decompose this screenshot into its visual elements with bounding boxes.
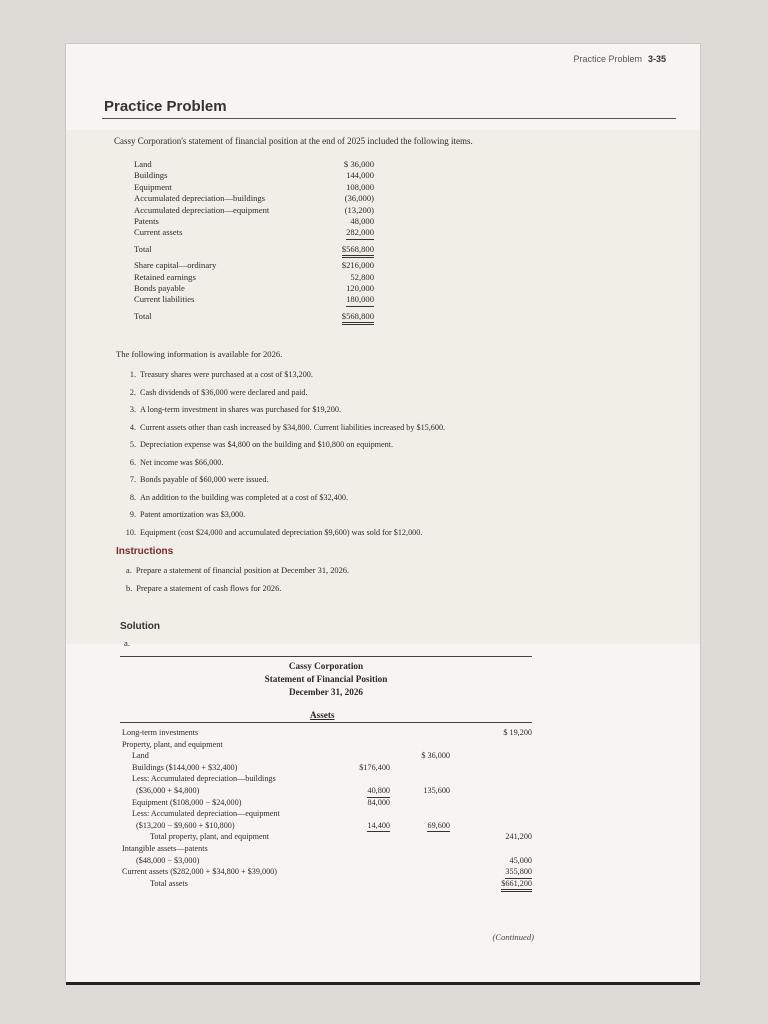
balance-label: Total — [134, 243, 152, 254]
balance-row — [134, 182, 374, 193]
page-bottom-edge — [66, 982, 700, 985]
balance-row — [134, 170, 374, 181]
amount-c1: 84,000 — [367, 797, 390, 807]
running-header — [573, 54, 666, 64]
textbook-page — [66, 44, 700, 982]
list-item — [124, 384, 445, 402]
item-number: 9. — [129, 510, 136, 519]
amount-c3: 241,200 — [505, 832, 532, 842]
balance-row — [134, 227, 374, 238]
row-label: Land — [132, 751, 149, 761]
balance-label: Patents — [134, 215, 159, 226]
instructions-list — [126, 562, 349, 598]
instruction-text: Prepare a statement of financial position at December 31, 2026. — [135, 566, 350, 575]
instruction-item — [126, 580, 349, 598]
amount-c3: $ 19,200 — [503, 728, 532, 737]
balance-amount: 180,000 — [346, 294, 374, 306]
item-number: 7. — [129, 475, 136, 484]
balance-amount: 282,000 — [346, 227, 374, 239]
amount-c1: $176,400 — [359, 762, 390, 772]
amount-c3: $661,200 — [501, 878, 532, 893]
solution-heading: Solution — [120, 621, 160, 632]
amount-c2: $ 36,000 — [421, 751, 450, 761]
balance-row — [134, 283, 374, 294]
balance-list-2025 — [134, 159, 374, 322]
table-row — [66, 855, 700, 867]
item-number: 3. — [129, 405, 136, 414]
item-number: 8. — [129, 492, 136, 502]
item-number: 5. — [129, 440, 136, 449]
solution-rule-assets — [120, 722, 532, 723]
balance-label: Bonds payable — [134, 282, 185, 293]
financial-position-table — [66, 727, 700, 889]
balance-amount: 52,800 — [350, 271, 374, 282]
balance-label: Retained earnings — [134, 271, 196, 282]
item-number: 10. — [125, 527, 136, 537]
balance-label: Accumulated depreciation—buildings — [134, 193, 266, 204]
running-title: Practice Problem — [573, 54, 642, 64]
balance-amount: (13,200) — [344, 204, 374, 215]
problem-intro: Cassy Corporation's statement of financial position at the end of 2025 included the following items. — [114, 136, 473, 146]
balance-amount: 108,000 — [346, 181, 374, 192]
balance-label: Accumulated depreciation—equipment — [134, 204, 270, 215]
item-text: Depreciation expense was $4,800 on the building and $10,800 on equipment. — [140, 440, 394, 449]
balance-amount: 144,000 — [346, 170, 374, 181]
row-label: Equipment ($108,000 − $24,000) — [132, 797, 242, 807]
balance-label: Buildings — [134, 170, 168, 181]
page-number: 3-35 — [647, 54, 666, 64]
table-row — [66, 762, 700, 774]
balance-amount: $ 36,000 — [343, 159, 374, 169]
item-text: An addition to the building was completed at a cost of $32,400. — [140, 492, 349, 502]
item-text: Treasury shares were purchased at a cost of $13,200. — [140, 370, 313, 379]
item-text: Patent amortization was $3,000. — [140, 510, 246, 519]
balance-row — [134, 205, 374, 216]
instructions-heading: Instructions — [116, 546, 174, 557]
balance-label: Share capital—ordinary — [134, 260, 217, 271]
table-row — [66, 727, 700, 739]
balance-row — [134, 159, 374, 170]
amount-c1: 40,800 — [367, 785, 390, 798]
table-row — [66, 843, 700, 855]
instruction-item — [126, 562, 349, 580]
balance-amount: $216,000 — [341, 260, 374, 271]
balance-amount: $568,800 — [342, 311, 374, 325]
list-item — [124, 366, 445, 384]
row-label: Less: Accumulated depreciation—equipment — [132, 809, 280, 819]
list-item — [124, 401, 445, 419]
statement-name: Statement of Financial Position — [264, 674, 388, 684]
table-row — [66, 820, 700, 832]
row-label: ($48,000 − $3,000) — [136, 855, 200, 865]
instruction-letter: b. — [126, 584, 133, 593]
balance-row — [134, 311, 374, 322]
amount-c1: 14,400 — [367, 820, 390, 833]
solution-part-label: a. — [124, 638, 130, 648]
table-row — [66, 750, 700, 762]
row-label: Intangible assets—patents — [122, 843, 208, 853]
row-label: Total property, plant, and equipment — [150, 832, 269, 842]
balance-row — [134, 294, 374, 305]
table-row — [66, 878, 700, 890]
item-number: 1. — [129, 370, 136, 379]
table-row — [66, 785, 700, 797]
page-title: Practice Problem — [104, 98, 227, 115]
item-text: A long-term investment in shares was purchased for $19,200. — [140, 405, 342, 414]
list-item — [124, 489, 445, 507]
balance-amount: 48,000 — [350, 215, 374, 226]
list-item — [124, 419, 445, 437]
list-item — [124, 436, 445, 454]
item-number: 2. — [129, 387, 136, 397]
balance-amount: $568,800 — [342, 244, 374, 258]
balance-amount: 120,000 — [346, 282, 374, 293]
instruction-text: Prepare a statement of cash flows for 2026. — [136, 584, 282, 593]
list-item — [124, 454, 445, 472]
table-row — [66, 773, 700, 785]
table-row — [66, 866, 700, 878]
row-label: Less: Accumulated depreciation—buildings — [132, 774, 276, 784]
amount-c3: 45,000 — [509, 855, 532, 865]
item-number: 6. — [129, 457, 136, 467]
row-label: ($36,000 + $4,800) — [136, 785, 200, 795]
amount-c3: 355,800 — [505, 866, 532, 879]
row-label: Property, plant, and equipment — [122, 739, 223, 749]
table-row — [66, 797, 700, 809]
balance-row — [134, 244, 374, 255]
row-label: ($13,200 − $9,600 + $10,800) — [136, 820, 235, 830]
balance-amount: (36,000) — [344, 193, 374, 204]
company-name: Cassy Corporation — [288, 661, 364, 671]
balance-row — [134, 260, 374, 271]
title-rule — [102, 118, 676, 119]
statement-date: December 31, 2026 — [288, 687, 364, 697]
row-label: Total assets — [150, 878, 188, 888]
item-text: Cash dividends of $36,000 were declared and paid. — [140, 387, 308, 397]
table-row — [66, 831, 700, 843]
list-item — [124, 524, 445, 542]
item-text: Current assets other than cash increased by $34,800. Current liabilities increased by $15,600. — [140, 422, 446, 432]
item-text: Bonds payable of $60,000 were issued. — [140, 475, 269, 484]
row-label: Buildings ($144,000 + $32,400) — [132, 762, 238, 772]
list-item — [124, 506, 445, 524]
assets-heading: Assets — [310, 710, 335, 720]
continued-note: (Continued) — [492, 932, 534, 942]
balance-row — [134, 193, 374, 204]
balance-label: Current liabilities — [134, 294, 195, 305]
item-number: 4. — [129, 422, 136, 432]
transaction-list — [124, 366, 445, 541]
item-text: Equipment (cost $24,000 and accumulated depreciation $9,600) was sold for $12,000. — [140, 527, 423, 537]
list-item — [124, 471, 445, 489]
balance-label: Current assets — [134, 227, 183, 238]
instruction-letter: a. — [126, 566, 132, 575]
balance-label: Land — [134, 159, 152, 169]
amount-c2: 69,600 — [427, 820, 450, 833]
amount-c2: 135,600 — [423, 785, 450, 795]
balance-row — [134, 216, 374, 227]
table-row — [66, 808, 700, 820]
row-label: Current assets ($282,000 + $34,800 + $39,000) — [122, 867, 278, 877]
item-text: Net income was $66,000. — [140, 457, 224, 467]
table-row — [66, 739, 700, 751]
available-info: The following information is available for 2026. — [116, 349, 283, 359]
balance-label: Equipment — [134, 181, 172, 192]
balance-label: Total — [134, 310, 152, 321]
balance-row — [134, 272, 374, 283]
row-label: Long-term investments — [122, 728, 199, 737]
solution-rule-top — [120, 656, 532, 657]
